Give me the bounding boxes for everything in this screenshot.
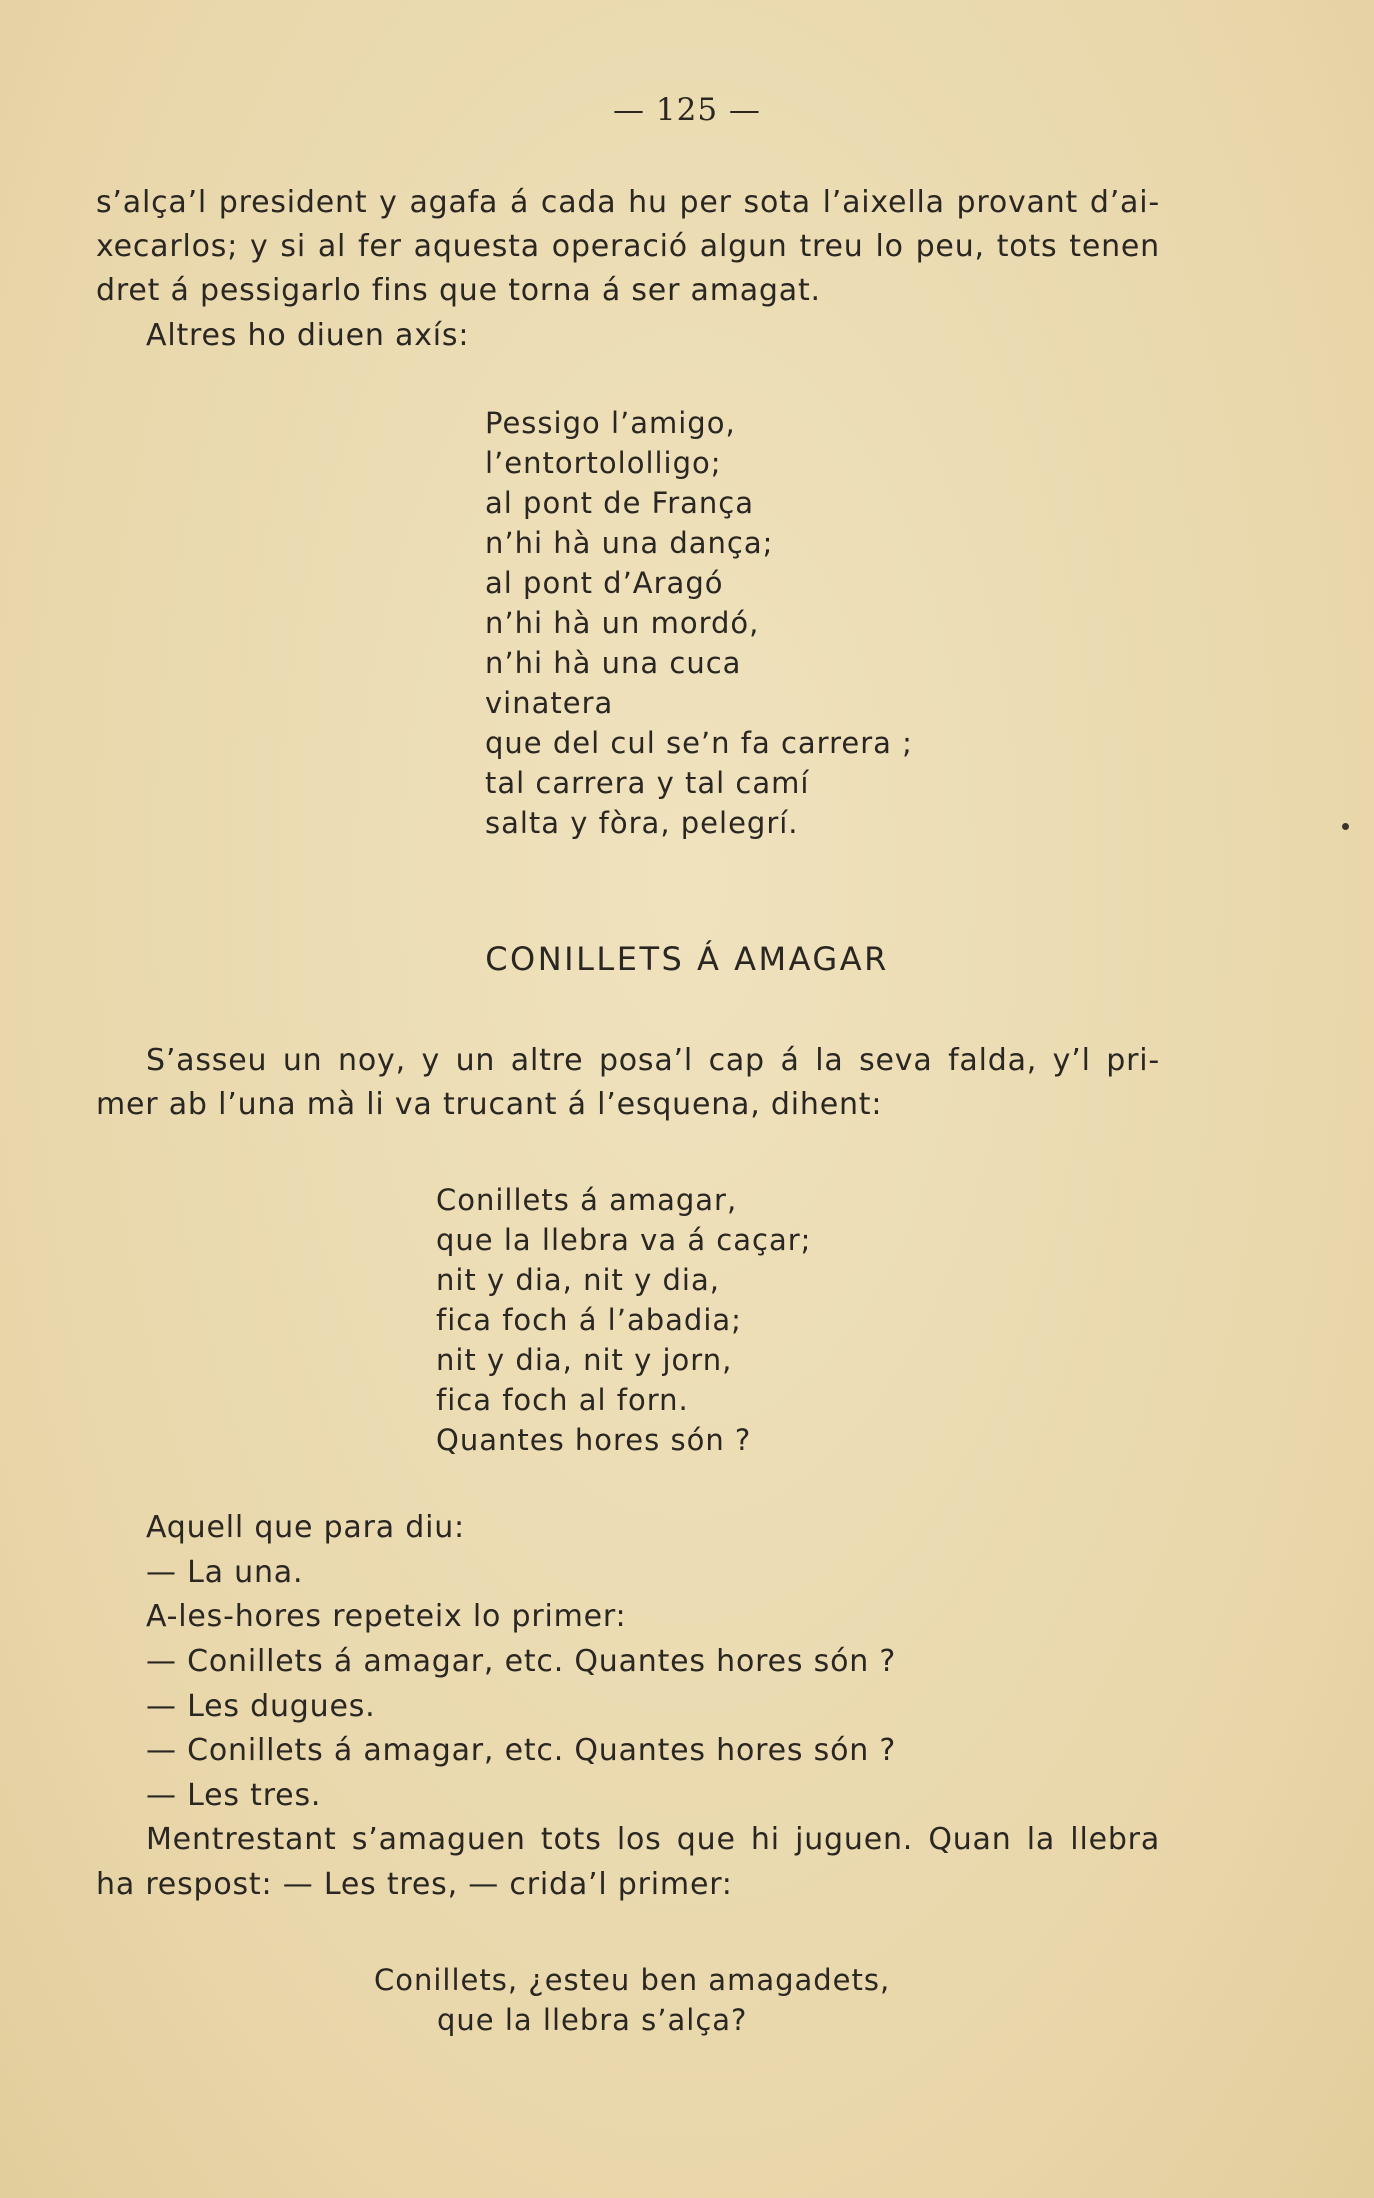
paragraph-line: mer ab l’una mà li va trucant á l’esquena, dihent: — [96, 1087, 883, 1122]
dialogue-line: — Conillets á amagar, etc. Quantes hores són ? — [146, 1733, 897, 1768]
verse-line: fica foch á l’abadia; — [436, 1303, 742, 1337]
verse-line: fica foch al forn. — [436, 1383, 689, 1417]
verse-line: Quantes hores són ? — [436, 1423, 752, 1457]
verse-line: que la llebra va á caçar; — [436, 1223, 812, 1257]
paragraph-line: Mentrestant s’amaguen tots los que hi juguen. Quan la llebra — [146, 1822, 1160, 1857]
verse-line: n’hi hà un mordó, — [485, 606, 760, 640]
paragraph-line: Altres ho diuen axís: — [146, 318, 470, 353]
verse-line: tal carrera y tal camí — [485, 766, 810, 800]
verse-line: Conillets, ¿esteu ben amagadets, — [374, 1963, 891, 1997]
dialogue-line: — La una. — [146, 1555, 304, 1590]
verse-line: vinatera — [485, 686, 614, 720]
verse-line: que la llebra s’alça? — [437, 2003, 748, 2037]
dialogue-line: — Les dugues. — [146, 1689, 376, 1724]
verse-line: que del cul se’n fa carrera ; — [485, 726, 913, 760]
verse-line: nit y dia, nit y jorn, — [436, 1343, 733, 1377]
dialogue-line: — Conillets á amagar, etc. Quantes hores són ? — [146, 1644, 897, 1679]
paragraph-line: S’asseu un noy, y un altre posa’l cap á la seva falda, y’l pri- — [146, 1043, 1160, 1078]
dialogue-line: A-les-hores repeteix lo primer: — [146, 1599, 627, 1634]
dialogue-line: Aquell que para diu: — [146, 1510, 465, 1545]
paragraph-line: ha respost: — Les tres, — crida’l primer: — [96, 1867, 733, 1902]
verse-line: Pessigo l’amigo, — [485, 406, 736, 440]
dialogue-line: — Les tres. — [146, 1778, 322, 1813]
verse-line: n’hi hà una cuca — [485, 646, 742, 680]
ink-speck — [1342, 823, 1349, 830]
verse-line: Conillets á amagar, — [436, 1183, 738, 1217]
verse-line: salta y fòra, pelegrí. — [485, 806, 799, 840]
verse-line: al pont de França — [485, 486, 754, 520]
paragraph-line: xecarlos; y si al fer aquesta operació algun treu lo peu, tots tenen — [96, 229, 1160, 264]
verse-line: al pont d’Aragó — [485, 566, 724, 600]
verse-line: n’hi hà una dança; — [485, 526, 774, 560]
paragraph-line: dret á pessigarlo fins que torna á ser amagat. — [96, 273, 821, 308]
verse-line: nit y dia, nit y dia, — [436, 1263, 720, 1297]
page-number: — 125 — — [613, 92, 761, 128]
verse-line: l’entortololligo; — [485, 446, 722, 480]
section-heading: CONILLETS Á AMAGAR — [485, 940, 889, 978]
paragraph-line: s’alça’l president y agafa á cada hu per sota l’aixella provant d’ai- — [96, 185, 1160, 220]
